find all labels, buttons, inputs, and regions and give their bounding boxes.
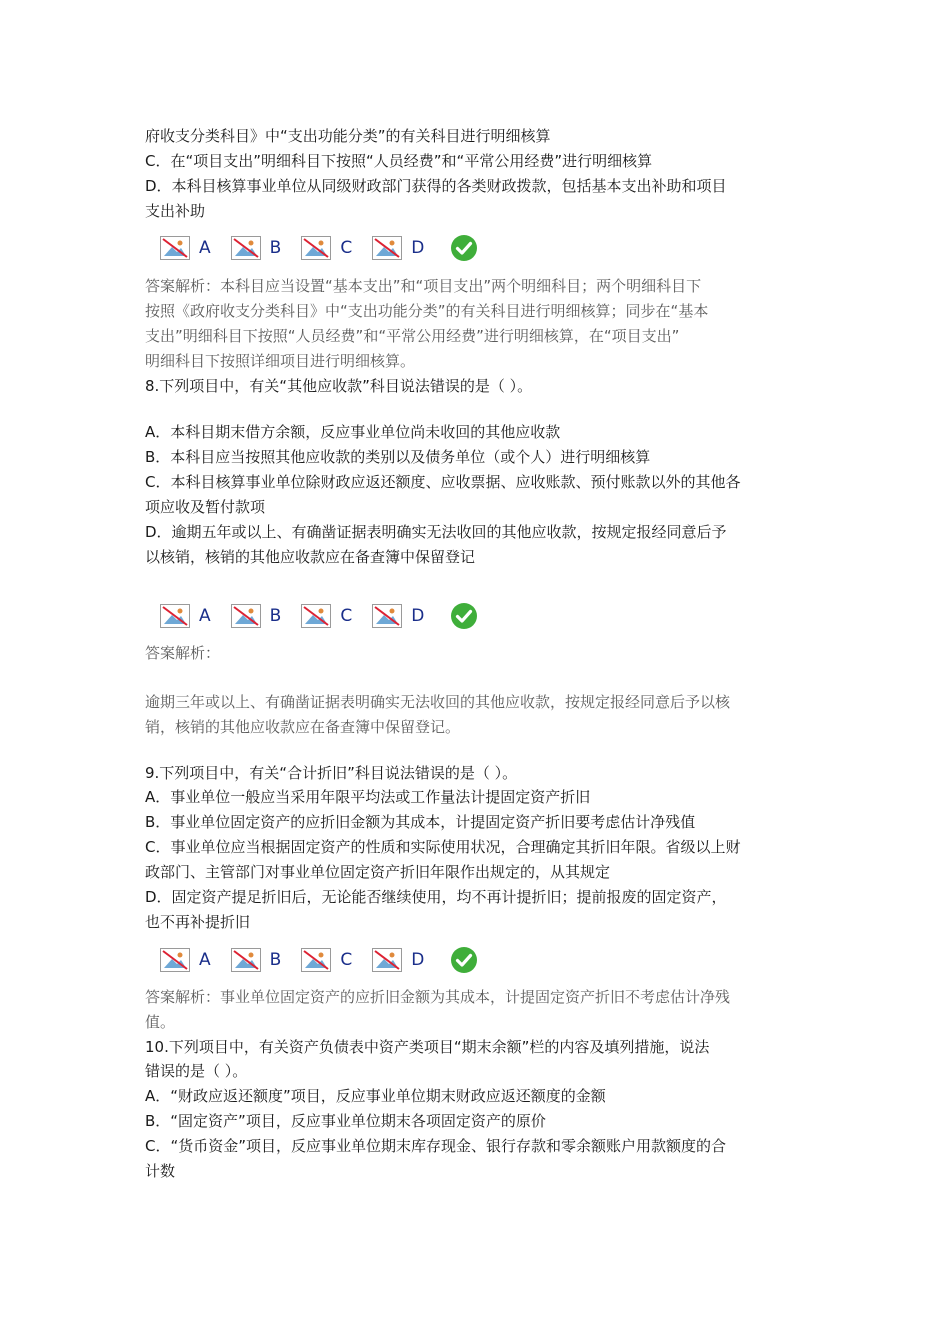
broken-image-icon xyxy=(231,236,261,260)
answer-explanation: 值。 xyxy=(145,1013,176,1031)
question-8-stem: 8.下列项目中，有关“其他应收款”科目说法错误的是（ ）。 xyxy=(145,377,533,395)
option-text: B．“固定资产”项目，反应事业单位期末各项固定资产的原价 xyxy=(145,1112,546,1130)
answer-explanation: 明细科目下按照详细项目进行明细核算。 xyxy=(145,352,416,370)
option-text: 支出补助 xyxy=(145,202,206,220)
option-text: A．“财政应返还额度”项目，反应事业单位期末财政应返还额度的金额 xyxy=(145,1087,606,1105)
broken-image-icon xyxy=(160,236,190,260)
option-text: 政部门、主管部门对事业单位固定资产折旧年限作出规定的，从其规定 xyxy=(145,863,611,881)
option-label: D xyxy=(411,606,425,626)
option-text: C．事业单位应当根据固定资产的性质和实际使用状况，合理确定其折旧年限。省级以上财 xyxy=(145,838,741,856)
answer-option-d[interactable] xyxy=(372,236,424,260)
question-10-stem: 10.下列项目中，有关资产负债表中资产类项目“期末余额”栏的内容及填列措施，说法 xyxy=(145,1038,710,1056)
option-text: 项应收及暂付款项 xyxy=(145,498,266,516)
option-label: A xyxy=(199,950,211,970)
answer-explanation: 支出”明细科目下按照“人员经费”和“平常公用经费”进行明细核算，在“项目支出” xyxy=(145,327,680,345)
checkmark-icon xyxy=(450,234,478,262)
answer-option-a[interactable] xyxy=(160,948,211,972)
broken-image-icon xyxy=(160,948,190,972)
answer-options-row xyxy=(160,232,478,264)
answer-option-d[interactable] xyxy=(372,604,424,628)
broken-image-icon xyxy=(231,604,261,628)
question-9-stem: 9.下列项目中，有关“合计折旧”科目说法错误的是（ ）。 xyxy=(145,764,518,782)
option-label: C xyxy=(340,238,353,258)
option-text: 也不再补提折旧 xyxy=(145,913,251,931)
answer-option-b[interactable] xyxy=(231,604,282,628)
broken-image-icon xyxy=(372,236,402,260)
option-text: 府收支分类科目》中“支出功能分类”的有关科目进行明细核算 xyxy=(145,127,551,145)
option-label: C xyxy=(340,950,353,970)
option-text: C．“货币资金”项目，反应事业单位期末库存现金、银行存款和零余额账户用款额度的合 xyxy=(145,1137,727,1155)
option-text: 计数 xyxy=(145,1162,176,1180)
option-text: B．本科目应当按照其他应收款的类别以及债务单位（或个人）进行明细核算 xyxy=(145,448,651,466)
answer-options-row xyxy=(160,944,478,976)
answer-option-a[interactable] xyxy=(160,604,211,628)
answer-option-b[interactable] xyxy=(231,236,282,260)
broken-image-icon xyxy=(372,604,402,628)
option-label: D xyxy=(411,950,425,970)
option-text: A．事业单位一般应当采用年限平均法或工作量法计提固定资产折旧 xyxy=(145,788,591,806)
option-text: 以核销，核销的其他应收款应在备查簿中保留登记 xyxy=(145,548,476,566)
option-label: C xyxy=(340,606,353,626)
question-10-stem: 错误的是（ ）。 xyxy=(145,1062,248,1080)
checkmark-icon xyxy=(450,602,478,630)
option-label: B xyxy=(269,238,282,258)
answer-explanation: 答案解析： xyxy=(145,644,221,662)
option-label: D xyxy=(411,238,425,258)
answer-option-c[interactable] xyxy=(301,604,352,628)
option-label: B xyxy=(269,950,282,970)
answer-explanation: 逾期三年或以上、有确凿证据表明确实无法收回的其他应收款，按规定报经同意后予以核 xyxy=(145,693,731,711)
option-text: C．本科目核算事业单位除财政应返还额度、应收票据、应收账款、预付账款以外的其他各 xyxy=(145,473,741,491)
answer-option-d[interactable] xyxy=(372,948,424,972)
option-text: D．逾期五年或以上、有确凿证据表明确实无法收回的其他应收款，按规定报经同意后予 xyxy=(145,523,727,541)
broken-image-icon xyxy=(160,604,190,628)
option-text: D．固定资产提足折旧后，无论能否继续使用，均不再计提折旧；提前报废的固定资产， xyxy=(145,888,727,906)
answer-option-a[interactable] xyxy=(160,236,211,260)
option-label: A xyxy=(199,238,211,258)
option-text: C．在“项目支出”明细科目下按照“人员经费”和“平常公用经费”进行明细核算 xyxy=(145,152,653,170)
option-text: B．事业单位固定资产的应折旧金额为其成本，计提固定资产折旧要考虑估计净残值 xyxy=(145,813,696,831)
answer-option-b[interactable] xyxy=(231,948,282,972)
broken-image-icon xyxy=(301,236,331,260)
answer-explanation: 答案解析：事业单位固定资产的应折旧金额为其成本，计提固定资产折旧不考虑估计净残 xyxy=(145,988,731,1006)
answer-explanation: 答案解析：本科目应当设置“基本支出”和“项目支出”两个明细科目；两个明细科目下 xyxy=(145,277,702,295)
option-text: D．本科目核算事业单位从同级财政部门获得的各类财政拨款，包括基本支出补助和项目 xyxy=(145,177,727,195)
option-label: B xyxy=(269,606,282,626)
broken-image-icon xyxy=(301,604,331,628)
answer-option-c[interactable] xyxy=(301,236,352,260)
answer-option-c[interactable] xyxy=(301,948,352,972)
answer-options-row xyxy=(160,600,478,632)
option-text: A．本科目期末借方余额，反应事业单位尚未收回的其他应收款 xyxy=(145,423,561,441)
broken-image-icon xyxy=(301,948,331,972)
option-label: A xyxy=(199,606,211,626)
checkmark-icon xyxy=(450,946,478,974)
broken-image-icon xyxy=(372,948,402,972)
answer-explanation: 按照《政府收支分类科目》中“支出功能分类”的有关科目进行明细核算；同步在“基本 xyxy=(145,302,709,320)
answer-explanation: 销，核销的其他应收款应在备查簿中保留登记。 xyxy=(145,718,461,736)
broken-image-icon xyxy=(231,948,261,972)
